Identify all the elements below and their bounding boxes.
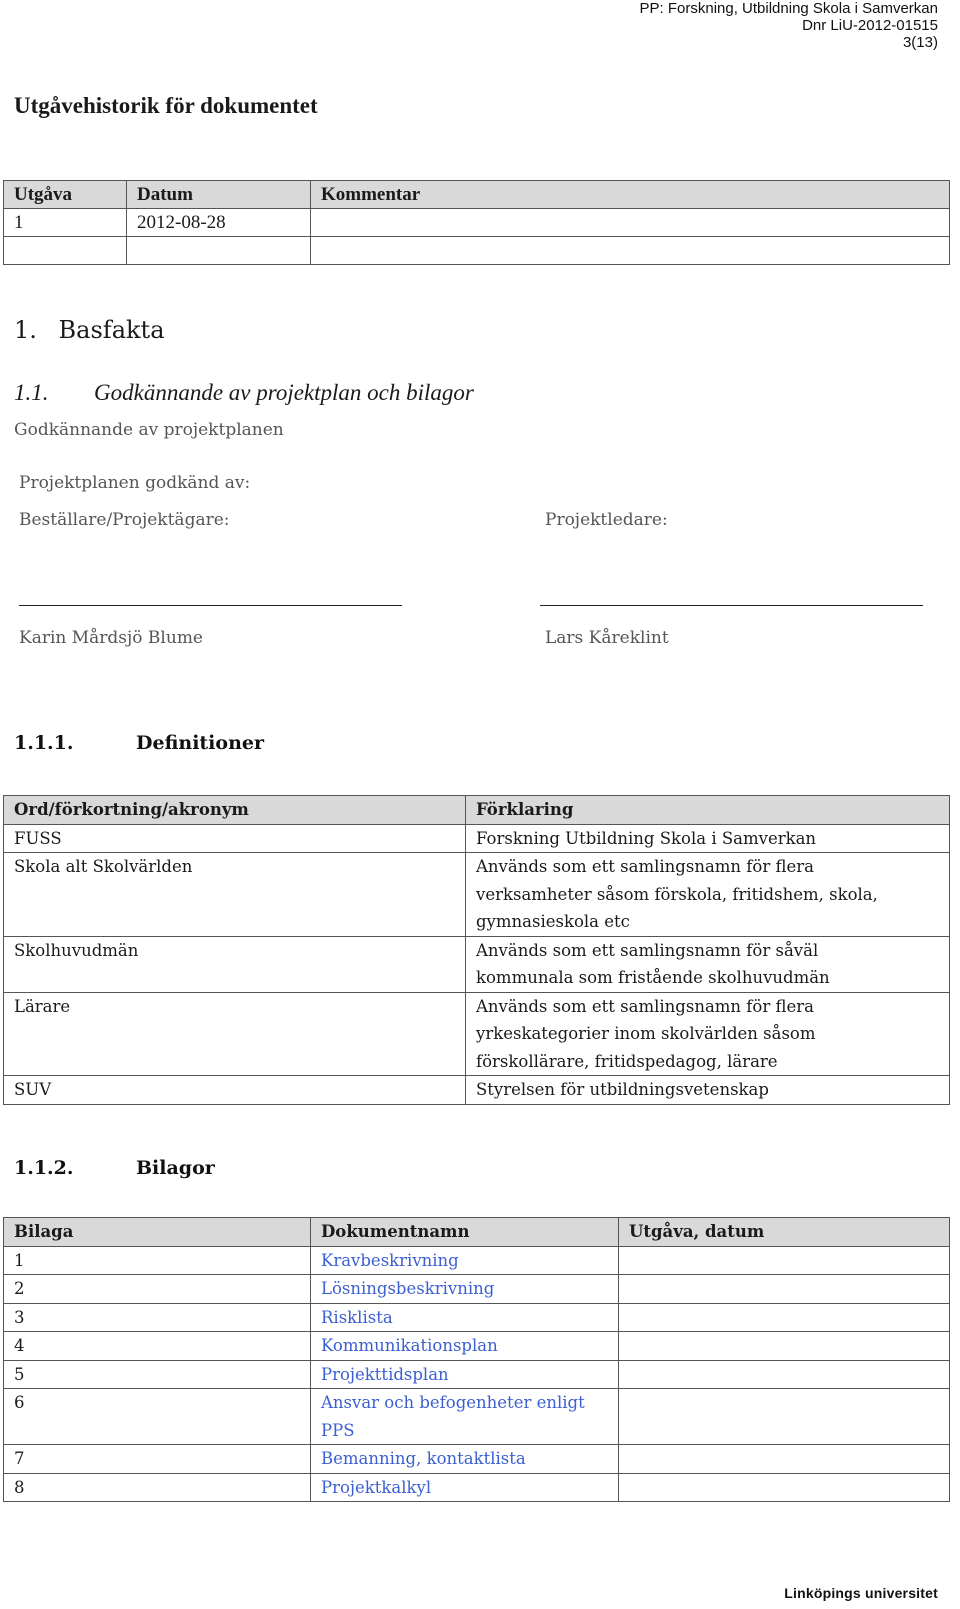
- section-title: Basfakta: [58, 316, 165, 344]
- definitions-header-row: [4, 796, 950, 825]
- attachments-header-row: [4, 1218, 950, 1247]
- definition-line: Styrelsen för utbildningsvetenskap: [476, 1080, 769, 1099]
- attachment-name: [311, 1275, 619, 1304]
- section-number: 1.1.1.: [14, 732, 74, 754]
- attachment-link-kommunikationsplan[interactable]: Kommunikationsplan: [321, 1336, 498, 1355]
- section-number: 1.1.2.: [14, 1157, 74, 1179]
- attachment-number: 1: [4, 1246, 311, 1275]
- attachment-number: 3: [4, 1303, 311, 1332]
- history-cell: [4, 237, 127, 265]
- leader-name: Lars Kåreklint: [545, 628, 669, 648]
- section-1-1-1-heading: [14, 732, 264, 754]
- attachment-name: [311, 1360, 619, 1389]
- history-cell: 1: [4, 209, 127, 237]
- attachment-link-ansvar-cont[interactable]: PPS: [321, 1420, 355, 1440]
- section-title: Godkännande av projektplan och bilagor: [94, 380, 474, 405]
- attachment-name: [311, 1303, 619, 1332]
- history-header-row: [4, 181, 950, 209]
- attachment-version: [619, 1332, 950, 1361]
- history-cell: 2012-08-28: [127, 209, 311, 237]
- attachment-version: [619, 1303, 950, 1332]
- approved-by-label: Projektplanen godkänd av:: [19, 473, 251, 493]
- definition-line: yrkeskategorier inom skolvärlden såsom: [476, 1024, 816, 1043]
- table-row: [4, 1246, 950, 1275]
- attachment-version: [619, 1246, 950, 1275]
- definition-line: Används som ett samlingsnamn för flera: [476, 857, 814, 876]
- definition-line: förskollärare, fritidspedagog, lärare: [476, 1051, 778, 1071]
- definition-text: [466, 824, 950, 853]
- leader-signature-line: [540, 605, 923, 606]
- definition-term: Skolhuvudmän: [4, 936, 466, 992]
- header-title: PP: Forskning, Utbildning Skola i Samverkan: [639, 0, 938, 17]
- history-cell: [311, 209, 950, 237]
- attachment-number: 4: [4, 1332, 311, 1361]
- attachment-link-ansvar[interactable]: Ansvar och befogenheter enligt: [321, 1393, 585, 1412]
- header-dnr: Dnr LiU-2012-01515: [802, 17, 938, 34]
- table-row: [4, 1445, 950, 1474]
- definition-line: gymnasieskola etc: [476, 912, 630, 931]
- attachment-version: [619, 1445, 950, 1474]
- attachment-version: [619, 1275, 950, 1304]
- attachment-version: [619, 1389, 950, 1445]
- section-1-heading: [14, 316, 165, 344]
- attachment-link-projekttidsplan[interactable]: Projekttidsplan: [321, 1364, 449, 1384]
- attachment-name: [311, 1389, 619, 1445]
- table-row: [4, 1076, 950, 1105]
- definition-line: Används som ett samlingsnamn för såväl: [476, 940, 819, 960]
- attachment-name: [311, 1332, 619, 1361]
- table-row: [4, 1360, 950, 1389]
- owner-name: Karin Mårdsjö Blume: [19, 628, 203, 648]
- definition-line: Forskning Utbildning Skola i Samverkan: [476, 828, 817, 848]
- definitions-col-term: Ord/förkortning/akronym: [4, 796, 466, 825]
- history-col-utgava: Utgåva: [4, 181, 127, 209]
- definition-text: [466, 853, 950, 937]
- definition-term: Skola alt Skolvärlden: [4, 853, 466, 937]
- table-row: [4, 1389, 950, 1445]
- definition-text: [466, 936, 950, 992]
- attachments-col-dokumentnamn: Dokumentnamn: [311, 1218, 619, 1247]
- attachment-version: [619, 1360, 950, 1389]
- attachment-number: 6: [4, 1389, 311, 1445]
- definition-term: FUSS: [4, 824, 466, 853]
- table-row: [4, 1303, 950, 1332]
- section-1-1-2-heading: [14, 1157, 215, 1179]
- history-col-datum: Datum: [127, 181, 311, 209]
- attachment-link-bemanning[interactable]: Bemanning, kontaktlista: [321, 1449, 526, 1468]
- table-row: [4, 237, 950, 265]
- section-number: 1.: [14, 316, 37, 344]
- owner-label: Beställare/Projektägare:: [19, 510, 230, 530]
- definition-line: verksamheter såsom förskola, fritidshem, skola,: [476, 884, 878, 904]
- attachments-table: [3, 1217, 950, 1502]
- table-row: [4, 1473, 950, 1502]
- section-title: Definitioner: [136, 732, 264, 754]
- owner-signature-line: [19, 605, 402, 606]
- definition-text: [466, 992, 950, 1076]
- attachment-link-risklista[interactable]: Risklista: [321, 1307, 393, 1327]
- attachment-number: 2: [4, 1275, 311, 1304]
- attachment-name: [311, 1445, 619, 1474]
- attachments-col-bilaga: Bilaga: [4, 1218, 311, 1247]
- table-row: [4, 209, 950, 237]
- table-row: [4, 936, 950, 992]
- attachment-version: [619, 1473, 950, 1502]
- liu-logo: Linköpings universitet: [784, 1585, 938, 1601]
- table-row: [4, 824, 950, 853]
- section-title: Bilagor: [136, 1157, 215, 1179]
- definition-term: SUV: [4, 1076, 466, 1105]
- attachment-number: 5: [4, 1360, 311, 1389]
- attachment-link-losningsbeskrivning[interactable]: Lösningsbeskrivning: [321, 1279, 495, 1298]
- attachment-name: [311, 1473, 619, 1502]
- history-col-kommentar: Kommentar: [311, 181, 950, 209]
- definitions-table: [3, 795, 950, 1105]
- leader-label: Projektledare:: [545, 510, 668, 530]
- definitions-col-explanation: Förklaring: [466, 796, 950, 825]
- definition-term: Lärare: [4, 992, 466, 1076]
- attachment-number: 8: [4, 1473, 311, 1502]
- definition-line: kommunala som fristående skolhuvudmän: [476, 968, 830, 987]
- attachment-number: 7: [4, 1445, 311, 1474]
- running-header: [640, 0, 938, 51]
- attachment-name: [311, 1246, 619, 1275]
- table-row: [4, 992, 950, 1076]
- history-title: Utgåvehistorik för dokumentet: [14, 93, 318, 118]
- history-cell: [127, 237, 311, 265]
- attachments-col-utgava: Utgåva, datum: [619, 1218, 950, 1247]
- section-1-1-heading: [14, 380, 474, 406]
- table-row: [4, 1332, 950, 1361]
- definition-text: [466, 1076, 950, 1105]
- approval-intro: Godkännande av projektplanen: [14, 420, 284, 440]
- table-row: [4, 1275, 950, 1304]
- definition-line: Används som ett samlingsnamn för flera: [476, 996, 814, 1016]
- section-number: 1.1.: [14, 380, 49, 405]
- history-cell: [311, 237, 950, 265]
- attachment-link-projektkalkyl[interactable]: Projektkalkyl: [321, 1477, 432, 1497]
- table-row: [4, 853, 950, 937]
- attachment-link-kravbeskrivning[interactable]: Kravbeskrivning: [321, 1250, 459, 1270]
- page-number: 3(13): [902, 34, 938, 51]
- history-table: [3, 180, 950, 265]
